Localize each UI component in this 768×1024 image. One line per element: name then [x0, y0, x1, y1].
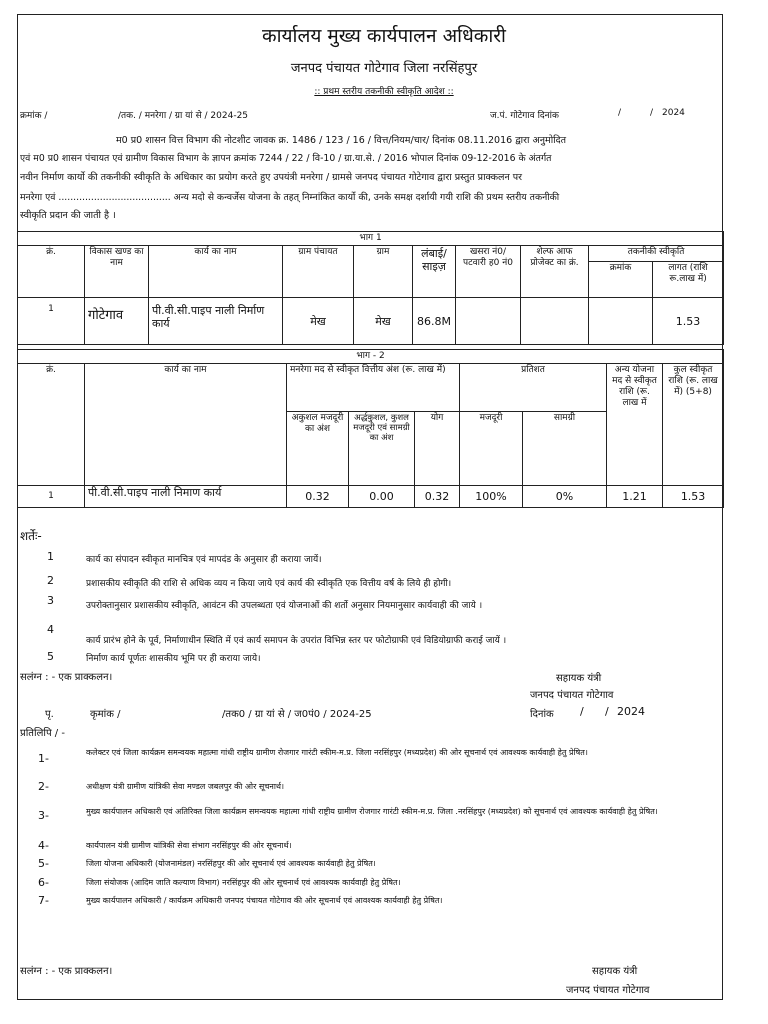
part1-header-kr: क्रं.	[18, 246, 85, 298]
part2-header-percent: प्रतिशत	[460, 364, 607, 412]
office-title: कार्यालय मुख्य कार्यपालन अधिकारी	[262, 25, 506, 47]
part2-header-work: कार्य का नाम	[85, 364, 287, 486]
part1-cell-block: गोटेगाव	[85, 298, 149, 345]
body-line-4: मनरेगा एवं ...................................... अन्य मदो से कन्वर्जेस योजना के तहत् निम्नांकित कार्यो की, उनके समक्ष दर्शायी गयी राशि की प्रथम स्तरीय तकनीकी	[20, 192, 560, 203]
ref2-date-label: दिनांक	[530, 709, 554, 720]
copy-text-4: कार्यपालन यंत्री ग्रामीण यांत्रिकी सेवा संभाग नरसिंहपुर की ओर सूचनार्थ।	[86, 841, 292, 850]
ref2-tak: /तक0 / ग्रा यां से / ज0पं0 / 2024-25	[222, 709, 372, 720]
ref2-year: 2024	[617, 705, 645, 718]
part2-header-kr: क्रं.	[18, 364, 85, 486]
condition-num-2: 2	[47, 574, 54, 587]
part2-header-material: सामग्री	[523, 412, 607, 486]
condition-text-3: उपरोक्तानुसार प्रशासकीय स्वीकृति, आवंटन की उपलब्धता एवं योजनाओं की शर्तो अनुसार नियमानुसार कार्यवाही की जाये ।	[86, 601, 483, 611]
signature-role-1: सहायक यंत्री	[556, 673, 602, 684]
copy-num-4: 4-	[38, 839, 49, 852]
part2-table	[17, 349, 724, 508]
copy-title: प्रतिलिपि / -	[20, 728, 65, 739]
ref2-slash-2: /	[605, 705, 609, 718]
condition-text-5: निर्माण कार्य पूर्णतः शासकीय भूमि पर ही कराया जाये।	[86, 654, 261, 664]
part1-header-village: ग्राम	[354, 246, 413, 298]
part1-header-length: लंबाई/ साइज़	[413, 246, 456, 298]
body-line-5: स्वीकृति प्रदान की जाती है ।	[20, 210, 116, 221]
part2-cell-other: 1.21	[607, 486, 663, 508]
copy-text-5: जिला योजना अधिकारी (योजनामंडल) नरसिंहपुर की ओर सूचनार्थ एवं आवश्यक कार्यवाही हेतु प्रेषित।	[86, 859, 376, 868]
part2-header-unskilled: अकुशल मजदूरी का अंश	[287, 412, 349, 486]
condition-num-1: 1	[47, 550, 54, 563]
part2-cell-material: 0%	[523, 486, 607, 508]
part2-header-mgnrega: मनरेगा मद से स्वीकृत वित्तीय अंश (रू. लाख में)	[287, 364, 460, 412]
attachment-note-2: सलंग्न : - एक प्राक्कलन।	[20, 966, 113, 977]
attachment-note-1: सलंग्न : - एक प्राक्कलन।	[20, 672, 113, 683]
part1-header-khasra: खसरा नं0/ पटवारी ह0 नं0	[456, 246, 521, 298]
ref2-pu: पृ.	[45, 709, 54, 720]
ref-kramank: क्रमांक /	[20, 111, 48, 121]
copy-num-1: 1-	[38, 752, 49, 765]
body-line-1: म0 प्र0 शासन वित्त विभाग की नोटशीट जावक क्र. 1486 / 123 / 16 / वित्त/नियम/चार/ दिनांक 08.11.2016 द्वारा अनुमोदित	[116, 135, 567, 146]
copy-text-2: अधीक्षण यंत्री ग्रामीण यांत्रिकी सेवा मण्डल जबलपुर की ओर सूचनार्थ।	[86, 782, 285, 791]
part2-cell-unskilled: 0.32	[287, 486, 349, 508]
signature-role-2: सहायक यंत्री	[592, 966, 638, 977]
ref-tak: /तक. / मनरेगा / ग्रा यां से / 2024-25	[118, 111, 249, 121]
part1-cell-shelf	[521, 298, 589, 345]
part2-header-other: अन्य योजना मद से स्वीकृत राशि (रू. लाख में	[607, 364, 663, 486]
copy-text-6: जिला संयोजक (आदिम जाति कल्याण विभाग) नरसिंहपुर की ओर सूचनार्थ एवं आवश्यक कार्यवाही हेतु प्रेषित।	[86, 878, 401, 887]
office-subtitle: जनपद पंचायत गोटेगाव जिला नरसिंहपुर	[290, 61, 478, 76]
part1-cell-gp: मेख	[283, 298, 354, 345]
part2-cell-semi: 0.00	[349, 486, 415, 508]
signature-office-1: जनपद पंचायत गोटेगाव	[530, 690, 614, 701]
copy-text-1: कलेक्टर एवं जिला कार्यक्रम समन्वयक महात्मा गांधी राष्ट्रीय ग्रामीण रोजगार गारंटी स्कीम-म.प्र. जिला नरसिंहपुर (मध्यप्रदेश) की ओर सूचनार्थ एवं आवश्यक कार्यवाही हेतु प्रेषित।	[86, 748, 588, 757]
part1-table	[17, 231, 724, 345]
part2-header-yog: योग	[415, 412, 460, 486]
part1-cell-kramank	[589, 298, 653, 345]
conditions-title: शर्तेः-	[20, 529, 42, 543]
part2-cell-kr: 1	[18, 486, 85, 508]
condition-text-2: प्रशासकीय स्वीकृति की राशि से अधिक व्यय न किया जाये एवं कार्य की स्वीकृति एक वित्तीय वर्ष के लिये ही होगी।	[86, 579, 452, 589]
part1-cell-village: मेख	[354, 298, 413, 345]
body-line-3: नवीन निर्माण कार्यो की तकनीकी स्वीकृति के अधिकार का प्रयोग करते हुए उपयंत्री मनरेगा / ग्रामसे जनपद पंचायत गोटेगाव द्वारा प्रस्तुत प्राक्कलन पर	[20, 172, 523, 183]
part1-header-kramank: क्रमांक	[589, 262, 653, 298]
part2-cell-yog: 0.32	[415, 486, 460, 508]
part1-cell-work: पी.वी.सी.पाइप नाली निर्माण कार्य	[149, 298, 283, 345]
copy-num-6: 6-	[38, 876, 49, 889]
ref2-slash-1: /	[580, 705, 584, 718]
condition-text-1: कार्य का संपादन स्वीकृत मानचित्र एवं मापदंड के अनुसार ही कराया जायें।	[86, 555, 322, 565]
condition-text-4: कार्य प्रारंभ होने के पूर्व, निर्माणाधीन स्थिति में एवं कार्य समापन के उपरांत विभिन्न स्तर पर फोटोग्राफी एवं विडियोग्राफी कराई जायें ।	[86, 636, 507, 646]
ref-slash-1: /	[618, 108, 622, 118]
copy-num-5: 5-	[38, 857, 49, 870]
part2-cell-work: पी.वी.सी.पाइप नाली निमाण कार्य	[85, 486, 287, 508]
ref-year: 2024	[662, 108, 685, 118]
ref-place-date: ज.पं. गोटेगाव दिनांक	[490, 111, 559, 121]
part1-label: भाग 1	[18, 232, 724, 246]
copy-num-7: 7-	[38, 894, 49, 907]
part1-header-tech: तकनीकी स्वीकृति	[589, 246, 724, 262]
copy-text-7: मुख्य कार्यपालन अधिकारी / कार्यक्रम अधिकारी जनपद पंचायत गोटेगाव की ओर सूचनार्थ एवं आवश्यक कार्यवाही हेतु प्रेषित।	[86, 896, 443, 905]
part1-cell-kr: 1	[18, 298, 85, 345]
part1-header-shelf: शेल्फ आफ प्रोजेक्ट का क्रं.	[521, 246, 589, 298]
order-title: :: प्रथम स्तरीय तकनीकी स्वीकृति आदेश ::	[314, 87, 454, 97]
part1-cell-khasra	[456, 298, 521, 345]
ref-slash-2: /	[650, 108, 654, 118]
copy-num-2: 2-	[38, 780, 49, 793]
part1-cell-cost: 1.53	[653, 298, 724, 345]
condition-num-4: 4	[47, 623, 54, 636]
condition-num-5: 5	[47, 650, 54, 663]
signature-office-2: जनपद पंचायत गोटेगाव	[566, 985, 650, 996]
ref2-kramank: कृमांक /	[90, 709, 121, 720]
part2-header-total: कुल स्वीकृत राशि (रू. लाख में) (5+8)	[663, 364, 724, 486]
part2-label: भाग - 2	[18, 350, 724, 364]
condition-num-3: 3	[47, 594, 54, 607]
part1-header-work: कार्य का नाम	[149, 246, 283, 298]
copy-num-3: 3-	[38, 809, 49, 822]
part2-header-semi: अर्द्धकुशल, कुशल मजदूरी एवं सामग्री का अंश	[349, 412, 415, 486]
part2-header-labour: मजदूरी	[460, 412, 523, 486]
copy-text-3: मुख्य कार्यपालन अधिकारी एवं अतिरिक्त जिला कार्यक्रम समन्वयक महात्मा गांधी राष्ट्रीय ग्रामीण रोजगार गारंटी स्कीम-म.प्र. जिला .नरसिंहपुर (मध्यप्रदेश) को सूचनार्थ एवं आवश्यक कार्यवाही हेतु प्रेषित।	[86, 807, 658, 816]
part1-cell-length: 86.8M	[413, 298, 456, 345]
part1-header-cost: लागत (राशि रू.लाख में)	[653, 262, 724, 298]
part1-header-block: विकास खण्ड का नाम	[85, 246, 149, 298]
body-line-2: एवं म0 प्र0 शासन पंचायत एवं ग्रामीण विकास विभाग के ज्ञापन क्रमांक 7244 / 22 / वि-10 / ग्रा.या.से. / 2016 भोपाल दिनांक 09-12-2016 के अंतर्गत	[20, 153, 552, 164]
part2-cell-labour: 100%	[460, 486, 523, 508]
part1-header-gp: ग्राम पंचायत	[283, 246, 354, 298]
part2-cell-total: 1.53	[663, 486, 724, 508]
